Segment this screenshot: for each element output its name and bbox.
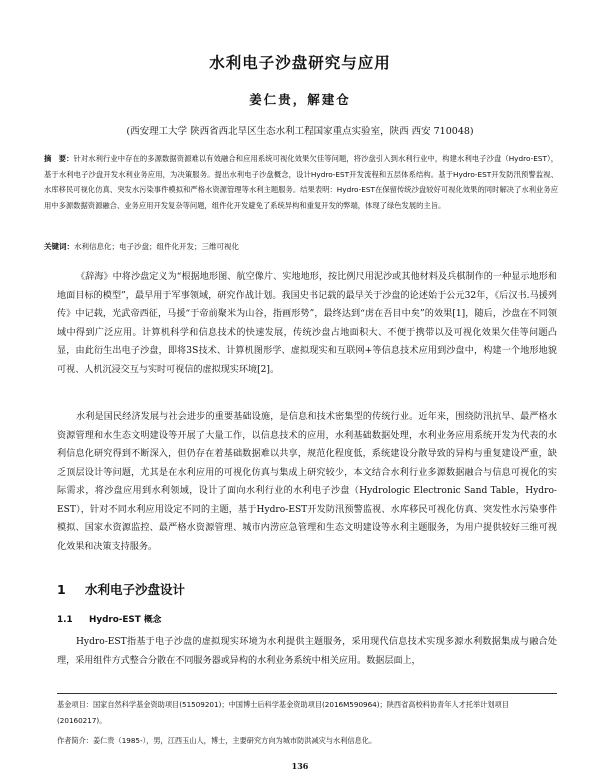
footnote-author-bio: 作者简介：姜仁贵（1985-），男，江西玉山人，博士，主要研究方向为城市防洪减灾与水利信息化。 [57, 736, 377, 745]
page-number: 136 [291, 761, 309, 771]
keywords [44, 241, 558, 252]
body-paragraph-2: 水利是国民经济发展与社会进步的重要基础设施，是信息和技术密集型的传统行业。近年来，围绕防汛抗旱、最严格水资源管理和水生态文明建设等开展了大量工作，以信息技术的应用，水利基础数据处理，水利业务应用系统开发为代表的水利信息化研究得到不断深入，但仍存在着基础数据难以共享，规范化程度低，系统建设分散导致的异构与重复建设严重，缺乏顶层设计等问题，尤其是在水利应用的可视化仿真与集成上研究较少，本文结合水利行业多源数据融合与信息可视化的实际需求，将沙盘应用到水利领域，设计了面向水利行业的水利电子沙盘（Hydrologic Electronic Sand Table，Hydro-EST），针对不同水利应用设定不同的主题，基于Hydro-EST开发防汛预警监视、水库移民可视化仿真、突发性水污染事件模拟、国家水资源监控、最严格水资源管理、城市内涝应急管理和生态文明建设等水利主题服务，为用户提供较好三维可视化效果和决策支持服务。 [57, 412, 557, 552]
abstract-label: 摘 要： [44, 154, 74, 163]
section-heading [57, 580, 185, 598]
section-number: 1 [57, 582, 66, 597]
footnote-funding: 基金项目：国家自然科学基金资助项目(51509201)；中国博士后科学基金资助项目(2016M590964)；陕西省高校科协青年人才托举计划项目(20160217)。 [57, 700, 509, 725]
abstract-text: 针对水利行业中存在的多源数据资源难以有效融合和应用系统可视化效果欠佳等问题，将沙盘引入到水利行业中，构建水利电子沙盘（Hydro-EST），基于水利电子沙盘开发水利业务应用，为决策服务。提出水利电子沙盘概念，设计Hydro-EST开发流程和五层体系结构。基于Hydro-EST开发防汛预警监视、水库移民可视化仿真、突发水污染事件模拟和严格水资源管理等水利主题服务。结果表明：Hydro-EST在保留传统沙盘较好可视化效果的同时解决了水利业务应用中多源数据资源融合、业务应用开发复杂等问题，组件化开发避免了系统异构和重复开发的弊端，体现了绿色发展的主旨。 [44, 154, 559, 210]
abstract [44, 151, 558, 213]
subsection-heading [57, 612, 161, 625]
section-title: 水利电子沙盘设计 [85, 582, 186, 597]
subsection-number: 1.1 [57, 615, 73, 625]
paper-title: 水利电子沙盘研究与应用 [209, 54, 391, 72]
keywords-text: 水利信息化；电子沙盘；组件化开发；三维可视化 [74, 242, 239, 251]
footnote-divider [57, 693, 557, 694]
body-paragraph-1: 《辞海》中将沙盘定义为“根据地形图、航空像片、实地地形，按比例尺用泥沙或其他材料及兵棋制作的一种显示地形和地面目标的模型”，最早用于军事领域，研究作战计划。我国史书记载的最早关于沙盘的论述始于公元32年，《后汉书.马援列传》中记载，光武帝西征，马援“于帝前聚米为山谷，指画形势”，最终达到“虏在吾目中矣”的效果[1]，随后，沙盘在不同领域中得到广泛应用。计算机科学和信息技术的快速发展，传统沙盘占地面积大、不便于携带以及可视化效果欠佳等问题凸显，由此衍生出电子沙盘，即将3S技术、计算机图形学、虚拟现实和互联网+等信息技术应用到沙盘中，构建一个地形地貌可视、人机沉浸交互与实时可视信的虚拟现实环境[2]。 [57, 272, 557, 375]
keywords-label: 关键词： [44, 242, 74, 251]
author-list: 姜仁贵，解建仓 [249, 92, 351, 107]
affiliation: (西安理工大学 陕西省西北旱区生态水利工程国家重点实验室，陕西 西安 710048) [126, 126, 474, 137]
subsection-title: Hydro-EST 概念 [89, 615, 162, 625]
body-paragraph-3: Hydro-EST指基于电子沙盘的虚拟现实环境为水利提供主题服务，采用现代信息技术实现多源水利数据集成与融合处理，采用组件方式整合分散在不同服务器或异构的水利业务系统中相关应用。数据层面上， [57, 637, 557, 666]
